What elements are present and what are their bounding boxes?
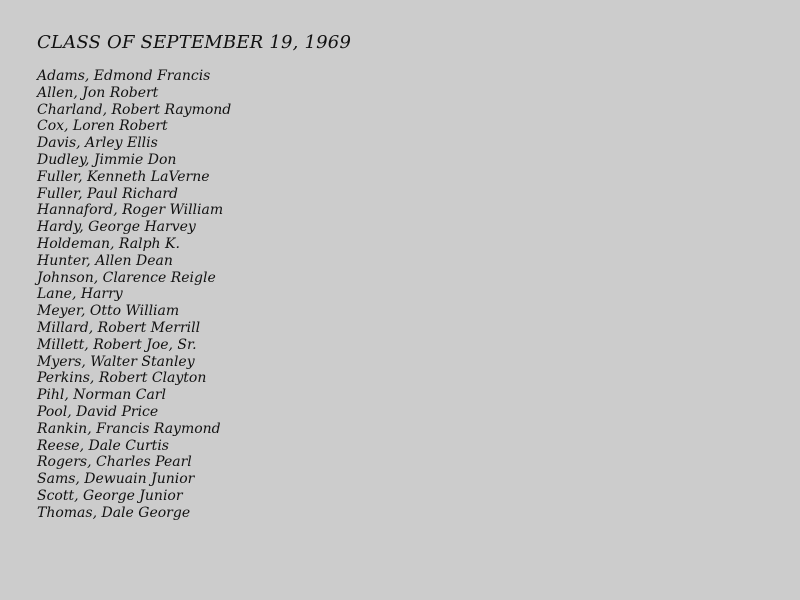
name-list — [37, 68, 351, 522]
list-item: Pool, David Price — [37, 403, 159, 420]
list-item: Dudley, Jimmie Don — [37, 151, 177, 168]
list-item: Thomas, Dale George — [37, 504, 191, 521]
list-item: Cox, Loren Robert — [37, 118, 168, 135]
list-item: Scott, George Junior — [37, 487, 183, 504]
list-item: Meyer, Otto William — [37, 303, 180, 320]
list-item: Millard, Robert Merrill — [37, 319, 201, 336]
list-item: Rankin, Francis Raymond — [37, 420, 221, 437]
list-item: Reese, Dale Curtis — [37, 437, 169, 454]
list-item: Johnson, Clarence Reigle — [37, 269, 216, 286]
list-item: Pihl, Norman Carl — [37, 387, 166, 404]
list-item: Lane, Harry — [37, 286, 123, 303]
class-roster — [37, 32, 351, 522]
page-title: CLASS OF SEPTEMBER 19, 1969 — [37, 32, 352, 53]
list-item: Sams, Dewuain Junior — [37, 471, 195, 488]
list-item: Hunter, Allen Dean — [37, 252, 173, 269]
list-item: Perkins, Robert Clayton — [37, 370, 207, 387]
list-item: Holdeman, Ralph K. — [37, 235, 180, 252]
list-item: Hardy, George Harvey — [37, 219, 196, 236]
list-item: Davis, Arley Ellis — [37, 135, 158, 152]
list-item: Myers, Walter Stanley — [37, 353, 195, 370]
list-item: Charland, Robert Raymond — [37, 101, 232, 118]
list-item: Fuller, Paul Richard — [37, 185, 178, 202]
list-item: Adams, Edmond Francis — [37, 68, 211, 84]
list-item: Allen, Jon Robert — [37, 84, 159, 101]
list-item: Millett, Robert Joe, Sr. — [37, 336, 197, 353]
list-item: Rogers, Charles Pearl — [37, 454, 192, 471]
list-item: Fuller, Kenneth LaVerne — [37, 168, 210, 185]
list-item: Hannaford, Roger William — [37, 202, 224, 219]
